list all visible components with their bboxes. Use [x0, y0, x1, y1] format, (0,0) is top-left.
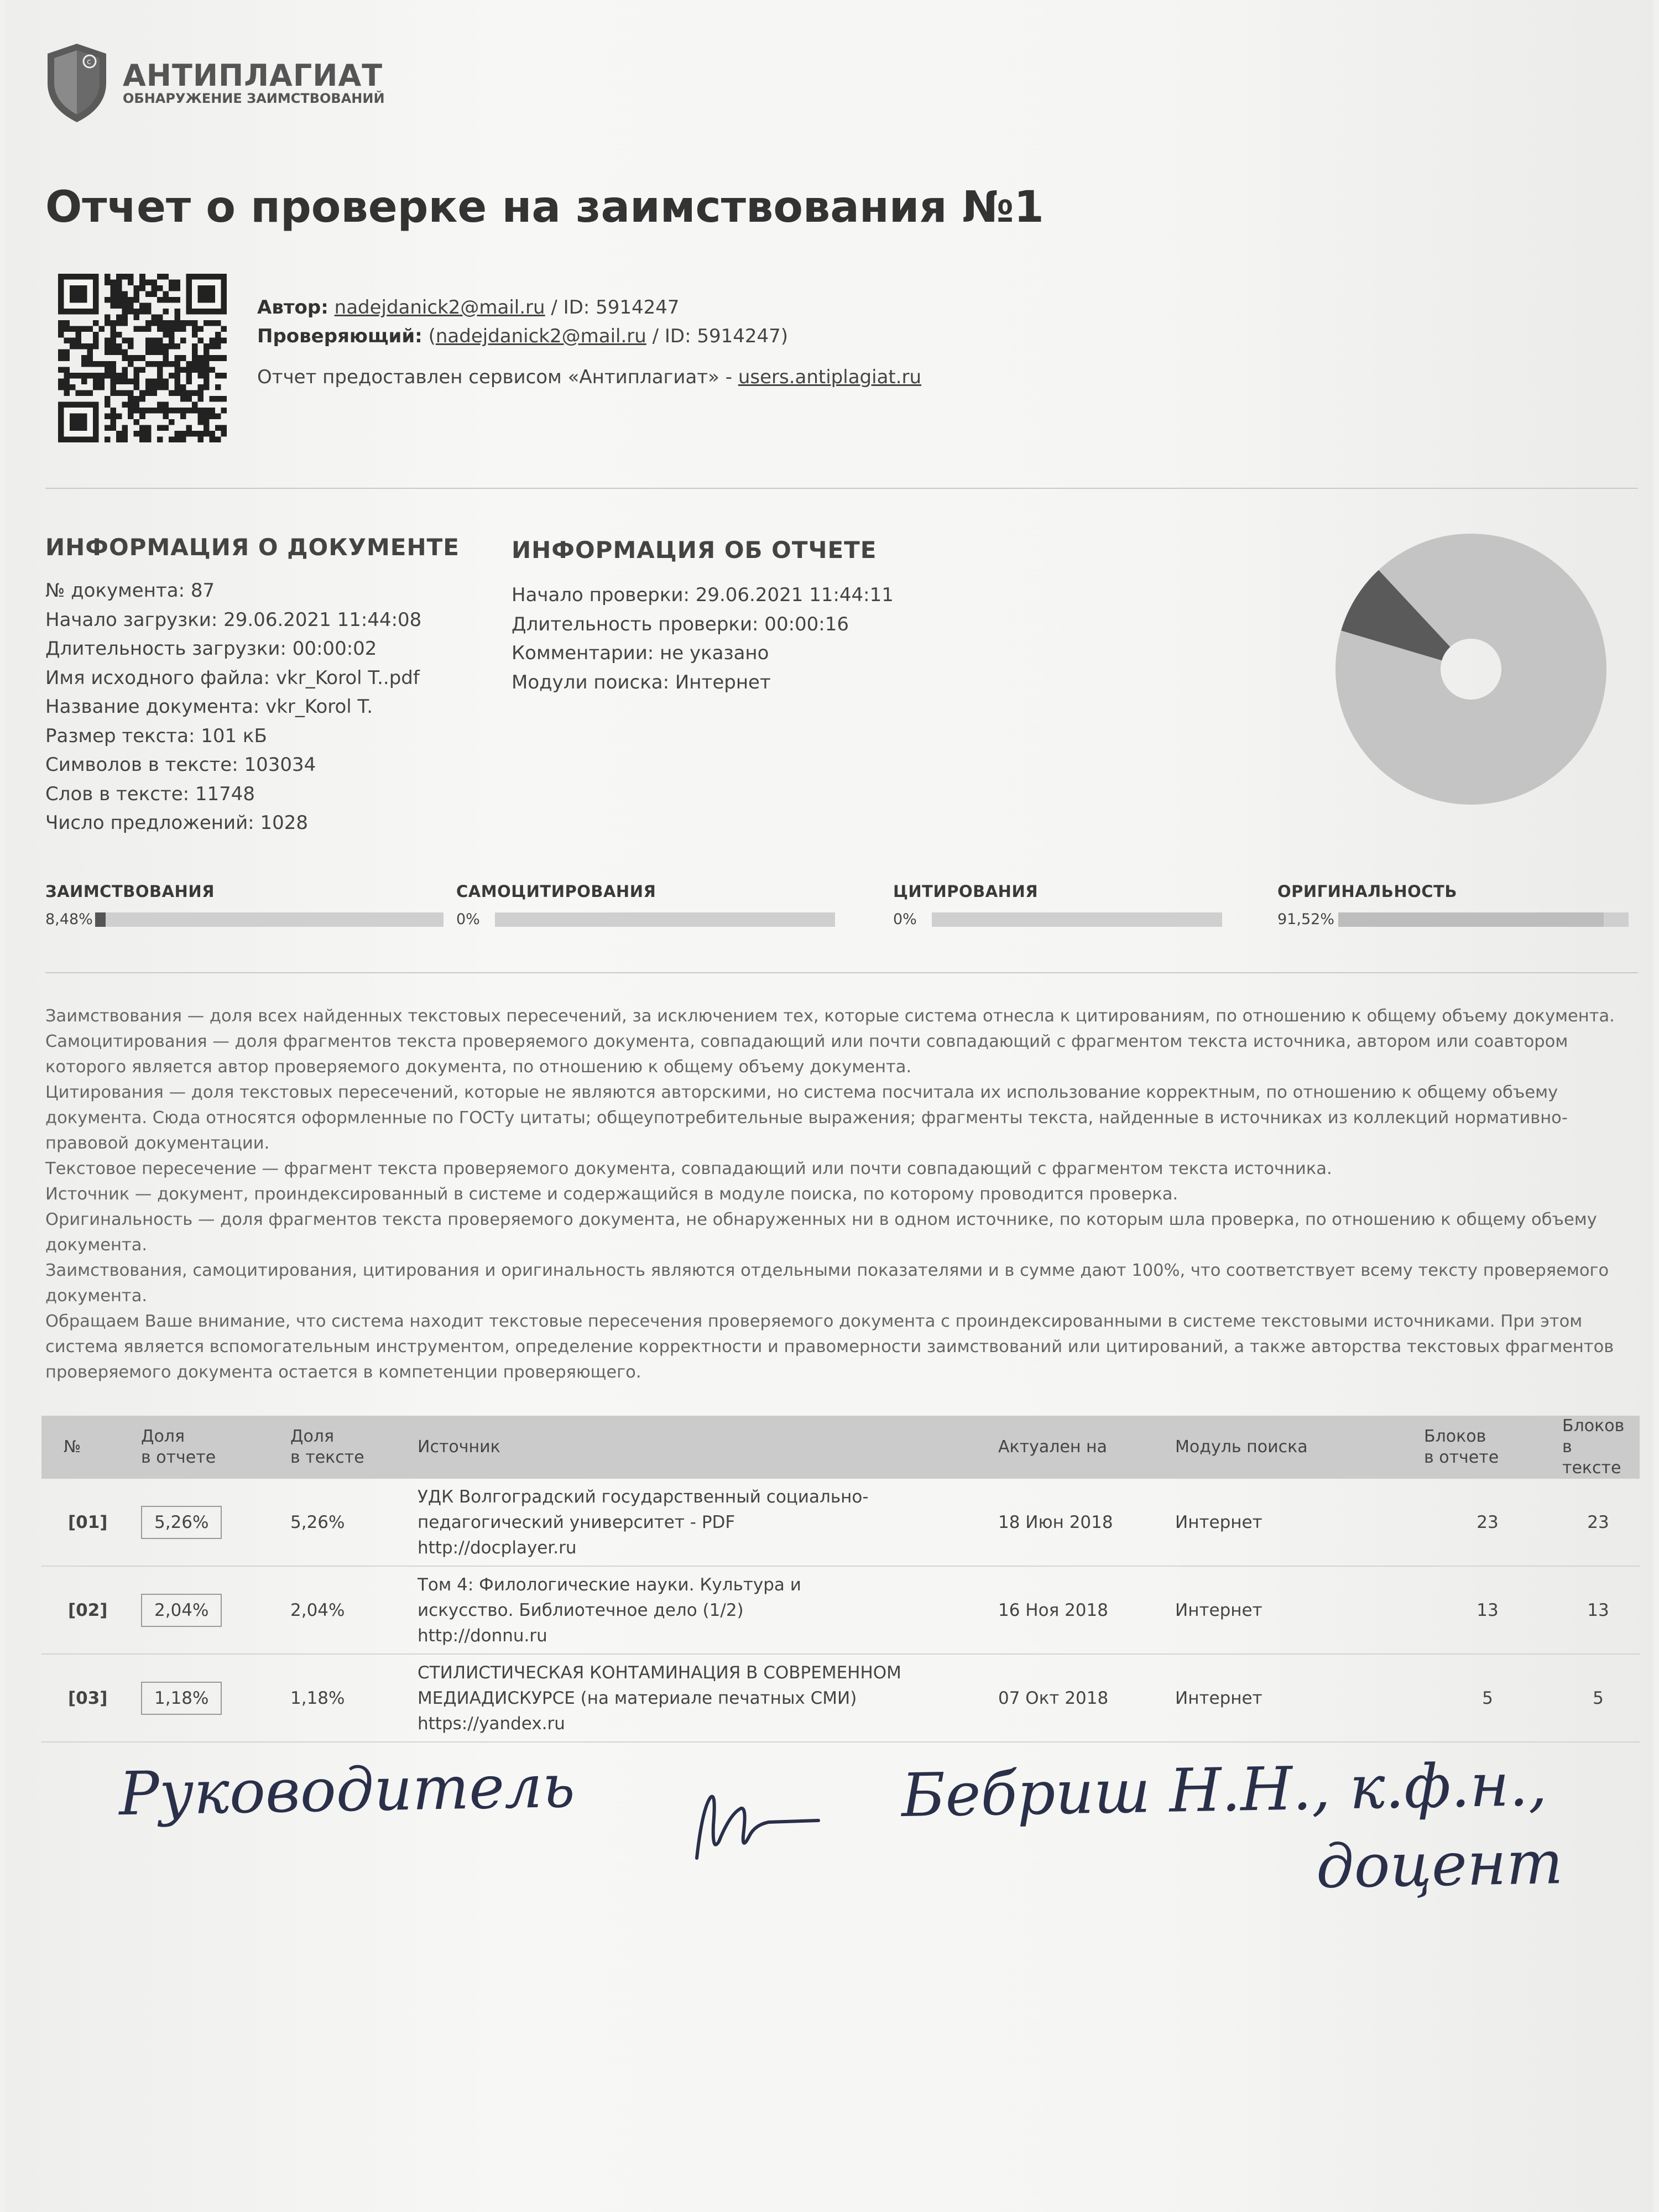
col-blocks-text [1557, 1416, 1640, 1479]
doc-info-line: Размер текста: 101 кБ [45, 724, 267, 747]
row-num: [03] [41, 1654, 135, 1742]
row-blocks-report: 13 [1418, 1566, 1557, 1654]
definition-paragraph: Самоцитирования — доля фрагментов текста проверяемого документа, совпадающий или почти совпадающий с фрагментом текста источника, автором или соавтором которого является автор проверяемого документа, по отношению к общему объему документа. [45, 1032, 1568, 1077]
row-date: 18 Июн 2018 [993, 1479, 1170, 1566]
stat-value: 91,52% [1277, 911, 1334, 928]
col-share-text-l1: Доля [290, 1427, 335, 1446]
service-link[interactable]: users.antiplagiat.ru [738, 366, 922, 388]
report-title: Отчет о проверке на заимствования №1 [45, 182, 1044, 232]
stat-value: 8,48% [45, 911, 93, 928]
col-share-text-l2: в тексте [290, 1448, 364, 1467]
author-label: Автор: [257, 296, 328, 319]
source-title-l1: СТИЛИСТИЧЕСКАЯ КОНТАМИНАЦИЯ В СОВРЕМЕННОМ [418, 1662, 901, 1683]
col-module: Модуль поиска [1170, 1416, 1418, 1479]
definition-paragraph: Обращаем Ваше внимание, что система находит текстовые пересечения проверяемого документа с проиндексированными в системе текстовыми источниками. При этом система является вспомогательным инструментом, определение корректности и правомерности заимствований или цитирований, а также авторства текстовых фрагментов проверяемого документа остается в компетенции проверяющего. [45, 1312, 1614, 1382]
logo-subtitle: ОБНАРУЖЕНИЕ ЗАИМСТВОВАНИЙ [123, 91, 385, 106]
author-line [257, 293, 921, 322]
stat-self-citations [456, 882, 835, 928]
author-email-link[interactable]: nadejdanick2@mail.ru [334, 296, 545, 319]
logo-text [123, 58, 385, 106]
svg-text:c: c [87, 58, 91, 66]
row-share-text: 2,04% [285, 1566, 412, 1654]
report-info-line: Длительность проверки: 00:00:16 [512, 613, 849, 635]
source-url[interactable]: http://docplayer.ru [418, 1537, 577, 1558]
row-source [412, 1566, 993, 1654]
doc-info-line: Название документа: vkr_Korol T. [45, 696, 373, 718]
handwritten-supervisor-label: Руководитель [118, 1751, 576, 1829]
row-num: [01] [41, 1479, 135, 1566]
definition-paragraph: Цитирования — доля текстовых пересечений, которые не являются авторскими, но система посчитала их использование корректным, по отношению к общему объему документа. Сюда относятся оформленные по ГОСТу цитаты; общеупотребительные выражения; фрагменты текста, найденные в источниках из коллекций нормативно-правовой документации. [45, 1083, 1568, 1153]
definitions-text [45, 1004, 1627, 1385]
stat-originality [1277, 882, 1629, 928]
row-num: [02] [41, 1566, 135, 1654]
source-title-l1: Том 4: Филологические науки. Культура и [418, 1574, 801, 1595]
report-info-line: Комментарии: не указано [512, 642, 769, 664]
doc-info-line: Начало загрузки: 29.06.2021 11:44:08 [45, 608, 422, 631]
col-share-report [135, 1416, 285, 1479]
col-blocks-text-l1: Блоков [1562, 1416, 1625, 1436]
col-date: Актуален на [993, 1416, 1170, 1479]
source-title-l2: искусство. Библиотечное дело (1/2) [418, 1600, 744, 1620]
checker-paren: ( [422, 325, 436, 347]
stat-bar-fill [95, 912, 106, 927]
report-info-line: Начало проверки: 29.06.2021 11:44:11 [512, 584, 894, 606]
stat-bar [1338, 912, 1629, 927]
definition-paragraph: Заимствования, самоцитирования, цитирования и оригинальность являются отдельными показателями и в сумме дают 100%, что соответствует всему тексту проверяемого документа. [45, 1261, 1609, 1306]
report-page [6, 0, 1653, 2212]
col-blocks-report [1418, 1416, 1557, 1479]
checker-email-link[interactable]: nadejdanick2@mail.ru [435, 325, 646, 347]
source-title-l1: УДК Волгоградский государственный социально- [418, 1486, 869, 1507]
row-share-text: 1,18% [285, 1654, 412, 1742]
stat-bar [495, 912, 835, 927]
share-report-box[interactable]: 5,26% [141, 1506, 222, 1539]
sources-table [41, 1416, 1640, 1743]
stat-borrowings [45, 882, 444, 928]
col-share-report-l1: Доля [141, 1427, 185, 1446]
table-row[interactable] [41, 1654, 1640, 1742]
stat-value: 0% [893, 911, 917, 928]
checker-label: Проверяющий: [257, 325, 422, 347]
stat-bar [95, 912, 444, 927]
report-info-list [512, 581, 894, 697]
stat-label: ЗАИМСТВОВАНИЯ [45, 882, 215, 901]
table-row[interactable] [41, 1479, 1640, 1566]
checker-id: / ID: 5914247) [646, 325, 789, 347]
col-blocks-report-l2: в отчете [1424, 1448, 1499, 1467]
stat-bar-fill [1338, 912, 1604, 927]
row-module: Интернет [1170, 1479, 1418, 1566]
divider [45, 488, 1638, 489]
share-report-box[interactable]: 2,04% [141, 1594, 222, 1627]
row-blocks-report: 5 [1418, 1654, 1557, 1742]
report-info-title: ИНФОРМАЦИЯ ОБ ОТЧЕТЕ [512, 536, 877, 564]
source-title-l2: педагогический университет - PDF [418, 1512, 735, 1532]
col-source: Источник [412, 1416, 993, 1479]
doc-info-line: Имя исходного файла: vkr_Korol T..pdf [45, 666, 420, 689]
row-share-report-cell [135, 1566, 285, 1654]
stat-label: ЦИТИРОВАНИЯ [893, 882, 1039, 901]
source-title-l2: МЕДИАДИСКУРСЕ (на материале печатных СМИ) [418, 1688, 857, 1708]
service-text: Отчет предоставлен сервисом «Антиплагиат» - [257, 366, 738, 388]
definition-paragraph: Заимствования — доля всех найденных текстовых пересечений, за исключением тех, которые система отнесла к цитированиям, по отношению к общему объему документа. [45, 1006, 1615, 1026]
checker-line [257, 322, 921, 351]
table-row[interactable] [41, 1566, 1640, 1654]
stat-label: САМОЦИТИРОВАНИЯ [456, 882, 656, 901]
stat-label: ОРИГИНАЛЬНОСТЬ [1277, 882, 1457, 901]
col-blocks-text-l2: в тексте [1562, 1437, 1621, 1478]
col-num: № [41, 1416, 135, 1479]
row-module: Интернет [1170, 1566, 1418, 1654]
handwritten-signature-icon [686, 1775, 830, 1875]
report-info-line: Модули поиска: Интернет [512, 671, 771, 693]
definition-paragraph: Текстовое пересечение — фрагмент текста проверяемого документа, совпадающий или почти совпадающий с фрагментом текста источника. [45, 1159, 1332, 1178]
doc-info-line: № документа: 87 [45, 580, 215, 602]
handwritten-supervisor-name: Бебриш Н.Н., к.ф.н., [900, 1750, 1548, 1831]
stat-bar [932, 912, 1222, 927]
originality-donut-chart [1333, 531, 1609, 807]
stat-value: 0% [456, 911, 480, 928]
doc-info-line: Символов в тексте: 103034 [45, 754, 316, 776]
row-date: 16 Ноя 2018 [993, 1566, 1170, 1654]
stat-citations [893, 882, 1222, 928]
service-line [257, 363, 921, 392]
qr-code-icon [58, 274, 227, 442]
row-module: Интернет [1170, 1654, 1418, 1742]
share-report-box[interactable]: 1,18% [141, 1682, 222, 1715]
definition-paragraph: Источник — документ, проиндексированный в системе и содержащийся в модуле поиска, по которому проводится проверка. [45, 1185, 1178, 1204]
divider [45, 972, 1638, 973]
doc-info-line: Длительность загрузки: 00:00:02 [45, 638, 377, 660]
col-share-report-l2: в отчете [141, 1448, 216, 1467]
shield-icon [45, 41, 109, 124]
col-share-text [285, 1416, 412, 1479]
doc-info-line: Слов в тексте: 11748 [45, 782, 255, 805]
row-share-text: 5,26% [285, 1479, 412, 1566]
row-share-report-cell [135, 1479, 285, 1566]
row-source [412, 1479, 993, 1566]
col-blocks-report-l1: Блоков [1424, 1427, 1486, 1446]
table-header-row [41, 1416, 1640, 1479]
row-source [412, 1654, 993, 1742]
row-blocks-text: 5 [1557, 1654, 1640, 1742]
row-blocks-text: 23 [1557, 1479, 1640, 1566]
report-meta [257, 293, 921, 392]
handwritten-position: доцент [1315, 1828, 1564, 1902]
row-share-report-cell [135, 1654, 285, 1742]
row-blocks-text: 13 [1557, 1566, 1640, 1654]
logo-title: АНТИПЛАГИАТ [123, 58, 383, 93]
doc-info-list [45, 576, 421, 838]
row-blocks-report: 23 [1418, 1479, 1557, 1566]
doc-info-line: Число предложений: 1028 [45, 812, 308, 834]
row-date: 07 Окт 2018 [993, 1654, 1170, 1742]
doc-info-title: ИНФОРМАЦИЯ О ДОКУМЕНТЕ [45, 534, 460, 561]
source-url[interactable]: https://yandex.ru [418, 1713, 565, 1734]
source-url[interactable]: http://donnu.ru [418, 1625, 547, 1646]
definition-paragraph: Оригинальность — доля фрагментов текста проверяемого документа, не обнаруженных ни в одном источнике, по которым шла проверка, по отношению к общему объему документа. [45, 1210, 1597, 1255]
author-id: / ID: 5914247 [545, 296, 680, 319]
